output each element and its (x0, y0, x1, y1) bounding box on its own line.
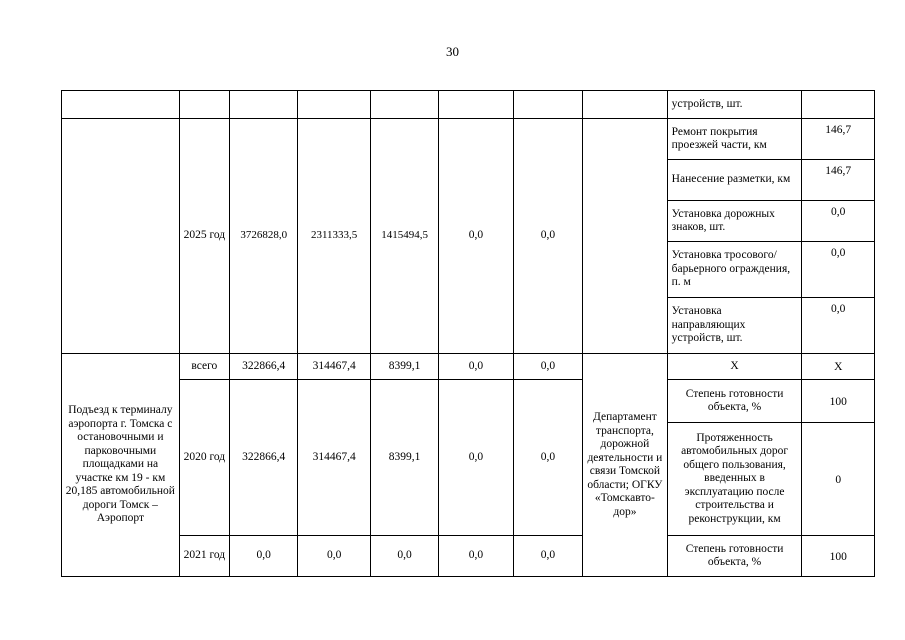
table-row (62, 119, 875, 160)
cell-total: 322866,4 (230, 354, 298, 380)
cell-regional: 8399,1 (370, 380, 438, 536)
cell-other: 0,0 (513, 536, 582, 577)
cell-other (513, 91, 582, 119)
cell-indicator: Степень готовности объекта, % (667, 536, 802, 577)
cell-indicator: Степень готовности объекта, % (667, 380, 802, 423)
cell-value: Х (802, 354, 875, 380)
cell-total: 322866,4 (230, 380, 298, 536)
cell-total: 3726828,0 (230, 119, 298, 354)
page-number: 30 (446, 44, 459, 59)
cell-value: 0,0 (802, 298, 875, 354)
cell-regional: 1415494,5 (370, 119, 438, 354)
cell-indicator: устройств, шт. (667, 91, 802, 119)
cell-indicator: Х (667, 354, 802, 380)
cell-value: 146,7 (802, 119, 875, 160)
cell-federal: 2311333,5 (298, 119, 370, 354)
cell-period: 2021 год (179, 536, 229, 577)
cell-federal (298, 91, 370, 119)
cell-indicator: Ремонт покрытия проезжей части, км (667, 119, 802, 160)
cell-value: 100 (802, 380, 875, 423)
cell-local: 0,0 (439, 354, 513, 380)
program-table (61, 90, 875, 577)
cell-value: 146,7 (802, 160, 875, 201)
cell-project: Подъезд к терминалу аэропорта г. Томска с остановочными и парковочными площадками на участке км 19 - км 20,185 автомобильной дороги Томск – Аэропорт (62, 354, 180, 577)
cell-executor (583, 119, 668, 354)
cell-indicator: Установка дорожных знаков, шт. (667, 201, 802, 242)
cell-federal: 314467,4 (298, 380, 370, 536)
cell-local: 0,0 (439, 380, 513, 536)
cell-project (62, 91, 180, 119)
cell-period (179, 91, 229, 119)
cell-project (62, 119, 180, 354)
cell-local: 0,0 (439, 536, 513, 577)
cell-executor: Департамент транспорта, дорожной деятельности и связи Томской области; ОГКУ «Томскавто-дор» (583, 354, 668, 577)
cell-period: 2025 год (179, 119, 229, 354)
cell-other: 0,0 (513, 119, 582, 354)
cell-value (802, 91, 875, 119)
table-row (62, 380, 875, 423)
cell-value: 0 (802, 423, 875, 536)
cell-indicator: Нанесение разметки, км (667, 160, 802, 201)
cell-regional: 8399,1 (370, 354, 438, 380)
cell-value: 0,0 (802, 242, 875, 298)
cell-period: всего (179, 354, 229, 380)
table-row (62, 536, 875, 577)
cell-period: 2020 год (179, 380, 229, 536)
cell-value: 0,0 (802, 201, 875, 242)
cell-regional: 0,0 (370, 536, 438, 577)
table-row (62, 354, 875, 380)
cell-indicator: Протяженность автомобильных дорог общего пользования, введенных в эксплуатацию после строительства и реконструкции, км (667, 423, 802, 536)
cell-regional (370, 91, 438, 119)
cell-indicator: Установка тросового/барьерного ограждения, п. м (667, 242, 802, 298)
cell-indicator: Установка направляющих устройств, шт. (667, 298, 802, 354)
cell-federal: 314467,4 (298, 354, 370, 380)
table-row (62, 91, 875, 119)
cell-other: 0,0 (513, 380, 582, 536)
cell-federal: 0,0 (298, 536, 370, 577)
cell-local (439, 91, 513, 119)
cell-total (230, 91, 298, 119)
cell-total: 0,0 (230, 536, 298, 577)
cell-executor (583, 91, 668, 119)
cell-value: 100 (802, 536, 875, 577)
cell-local: 0,0 (439, 119, 513, 354)
cell-other: 0,0 (513, 354, 582, 380)
